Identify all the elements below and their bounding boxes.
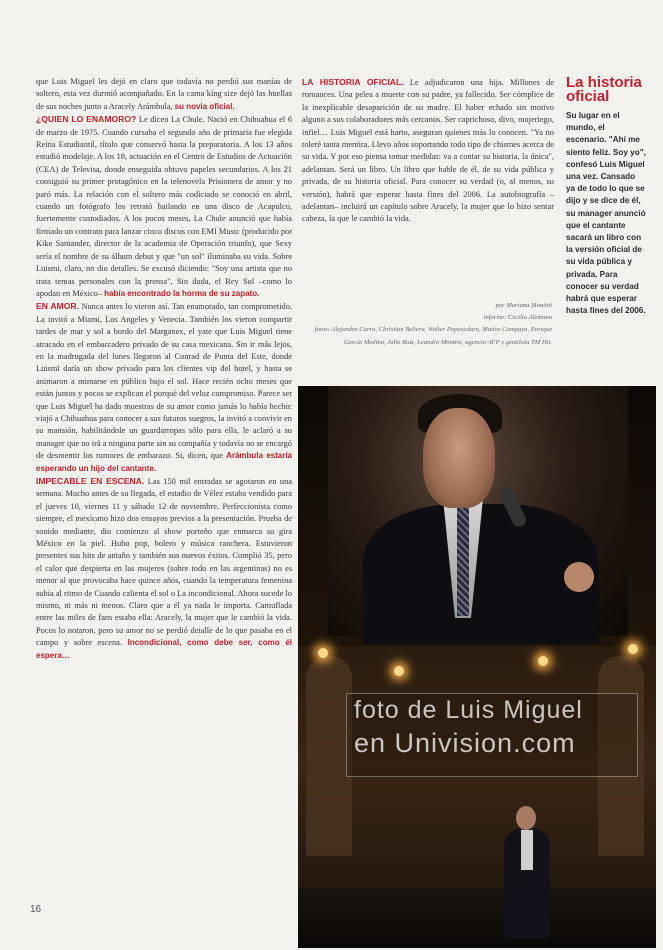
concert-photo (298, 386, 656, 948)
highlight-text: su novia oficial. (174, 101, 235, 111)
section-heading: EN AMOR. (36, 301, 79, 312)
highlight-text: Incondicional, como debe ser, como él espera… (36, 638, 293, 660)
watermark-line-1: foto de Luis Miguel (354, 696, 583, 724)
paragraph-intro: que Luis Miguel les dejó en claro que todavía no perdió sus manías de soltero, esta vez durmió acompañado. En la cama king size dejó las huellas de sus noches junto a Aracely Arámbula, su novia oficial. (36, 77, 292, 111)
stage-light (394, 666, 404, 676)
stage-light (538, 656, 548, 666)
performer-figure (500, 806, 554, 938)
paragraph-impecable: IMPECABLE EN ESCENA. Las 150 mil entradas se agotaron en una semana. Mucho antes de su llegada, el estadio de Vélez estaba vendido para el jueves 10, viernes 11 y sábado 12 de noviembre. Perfeccionista como siempre, el mexicano hizo dos ensayos previos a la presentación. Prueba de sonido mediante, dio comienzo al show porteño que enmarca su gira México en la piel. Hubo pop, bolero y música ranchera. Estuvieron presentes sus hits de antaño y también sus nuevos éxitos. Cumplió 35, pero el calor que despierta en las mujeres (sobre todo en las argentinas) no es menor al que provocaba hace quince años, cuando la temperatura femenina subía al ritmo de Cuando calienta el sol o La incondicional. Ahora sucede lo mismo, ni más ni menos. Claro que a él ya nada le importa. Camuflada entre las miles de fans estaba ella: Aracely, la mujer que le cambió la vida. Pocos lo notaron, pero su amor no se perdió detalle de lo que pasaba en el campo y sobre escena. Incondicional, como debe ser, como él espera… (36, 476, 293, 660)
stage-floor (298, 888, 656, 948)
paragraph-quien-lo-enamoro: ¿QUIEN LO ENAMORO? Le dicen La Chule. Nació en Chihuahua el 6 de marzo de 1975. Cuando cursaba el segundo año de primaria fue elegida Reina Estudiantil, título que conservó hasta la preparatoria. A los 13 años estudió modelaje. A los 18, actuación en el Centro de Estudios de Actuación (CEA) de Televisa, donde enseguida obtuvo papeles secundarios. A los 21 consiguió su primer protagónico en la telenovela Prisionera de amor y no paró más. La relación con el soltero más codiciado se conoció en abril, cuando un fotógrafo los retrató bailando en una disco de Acapulco, fuertemente custodiados. A los pocos meses, La Chule anunció que había firmado un contrato para lanzar cinco discos con EMI Music (producido por Kike Santander, director de la academia de Operación triunfo), que Sexy sería el nombre de su álbum debut y que "un sol" iluminaba su vida. Sobre Luismi, claro, no dio detalles. Se excusó diciendo: "Soy una artista que no trata temas personales con la prensa". Sin duda, el Rey Sol –como lo apodan en México– había encontrado la horma de su zapato. (36, 114, 293, 298)
highlight-text: Arámbula estaría esperando un hijo del cantante. (36, 451, 292, 473)
sidebar-title: La historia oficial (566, 74, 642, 105)
singer-tie (457, 506, 469, 616)
credit-info: informe: Cecilia Alemano (483, 314, 552, 322)
section-heading: IMPECABLE EN ESCENA. (36, 476, 145, 486)
article-column-left (36, 76, 292, 662)
credit-author: por Mariana Montini (495, 302, 552, 309)
video-screen-image (328, 386, 628, 636)
singer-hand (564, 562, 594, 592)
singer-suit (363, 504, 598, 644)
stage-light (318, 648, 328, 658)
stage-light (628, 644, 638, 654)
article-column-right (302, 76, 554, 226)
watermark-line-2: en Univision.com (354, 728, 576, 758)
paragraph-en-amor: EN AMOR. Nunca antes lo vieron así. Tan enamorado, tan comprometido. La invitó a Miami, Los Angeles y Venecia. También los vieron compartir tardes de mar y sol a bordo del Marganex, el yate que Luis Miguel tiene atracado en el embarcadero privado de su casa mexicana. Sin ir más lejos, en la madrugada del lunes llegaron al Conrad de Punta del Este, donde Luismi daría un show privado para los clientes vip del hotel, y hasta se animaron a mimarse en público bajo el sol. Hace recién ocho meses que están juntos y pocos se explican el porqué del veloz compromiso. Parece ser que Luis Miguel ha dado muestras de su amor como jamás lo había hecho: viajó a Chihuahua para conocer a sus futuros suegros, la invitó a convivir en su mansión, habilitándole un guardarropas sólo para ella, le aclaró a su manager que no irá a ninguna parte sin su compañía y todavía no se encargó de desmentir los rumores de embarazo. Si, dicen, que Arámbula estaría esperando un hijo del cantante. (36, 301, 293, 473)
sidebar-box (566, 76, 646, 317)
article-credits (302, 300, 552, 349)
page-number: 16 (30, 904, 42, 915)
section-heading: LA HISTORIA OFICIAL. (302, 77, 404, 87)
section-heading: ¿QUIEN LO ENAMORO? (36, 114, 137, 125)
singer-face (423, 408, 495, 508)
credit-photos: fotos: Alejandro Carra, Christian Beliera, Walter Papasodaro, Matías Campaya, Enrique García Medina, Julio Ruiz, Leandro Montini, agencia AFP y gentileza TM Hit. (314, 326, 552, 346)
highlight-text: había encontrado la horma de su zapato. (104, 288, 260, 298)
sidebar-body: Su lugar en el mundo, el escenario. "Ahí me siento feliz. Soy yo", confesó Luis Miguel una vez. Cansado ya de todo lo que se dijo y se dice de él, su manager anunció que el cantante sacará un libro con la versión oficial de su vida pública y privada. Para conocer su verdad habrá que esperar hasta fines del 2006. (566, 111, 646, 316)
paragraph-historia-oficial: LA HISTORIA OFICIAL. Le adjudicaron una hija. Millones de romances. Una pelea a muerte con su padre, ya fallecido. Ser cómplice de la inexplicable desaparición de su madre. El haber echado sin motivo alguno a sus colaboradores más cercanos. Ser caprichoso, divo, mujeriego, infiel… Luis Miguel está harto, aseguran quienes más lo conocen. "Ya no toleré tanta mentira. Llevo años soportando todo tipo de chismes acerca de su vida. Y por eso piensa tomar medidas: va a contar su historia, la única", adelantan. Será un libro. Un libro que hable de él, de su vida pública y privada, de su historia oficial. Para conocer su verdad (o, al menos, su versión), habrá que esperar hasta fines del 2006. La autobiografía –adelantan– incluirá un capítulo sobre Aracely, la mujer que lo hizo sentar cabeza, la que le cambió la vida. (302, 77, 554, 224)
